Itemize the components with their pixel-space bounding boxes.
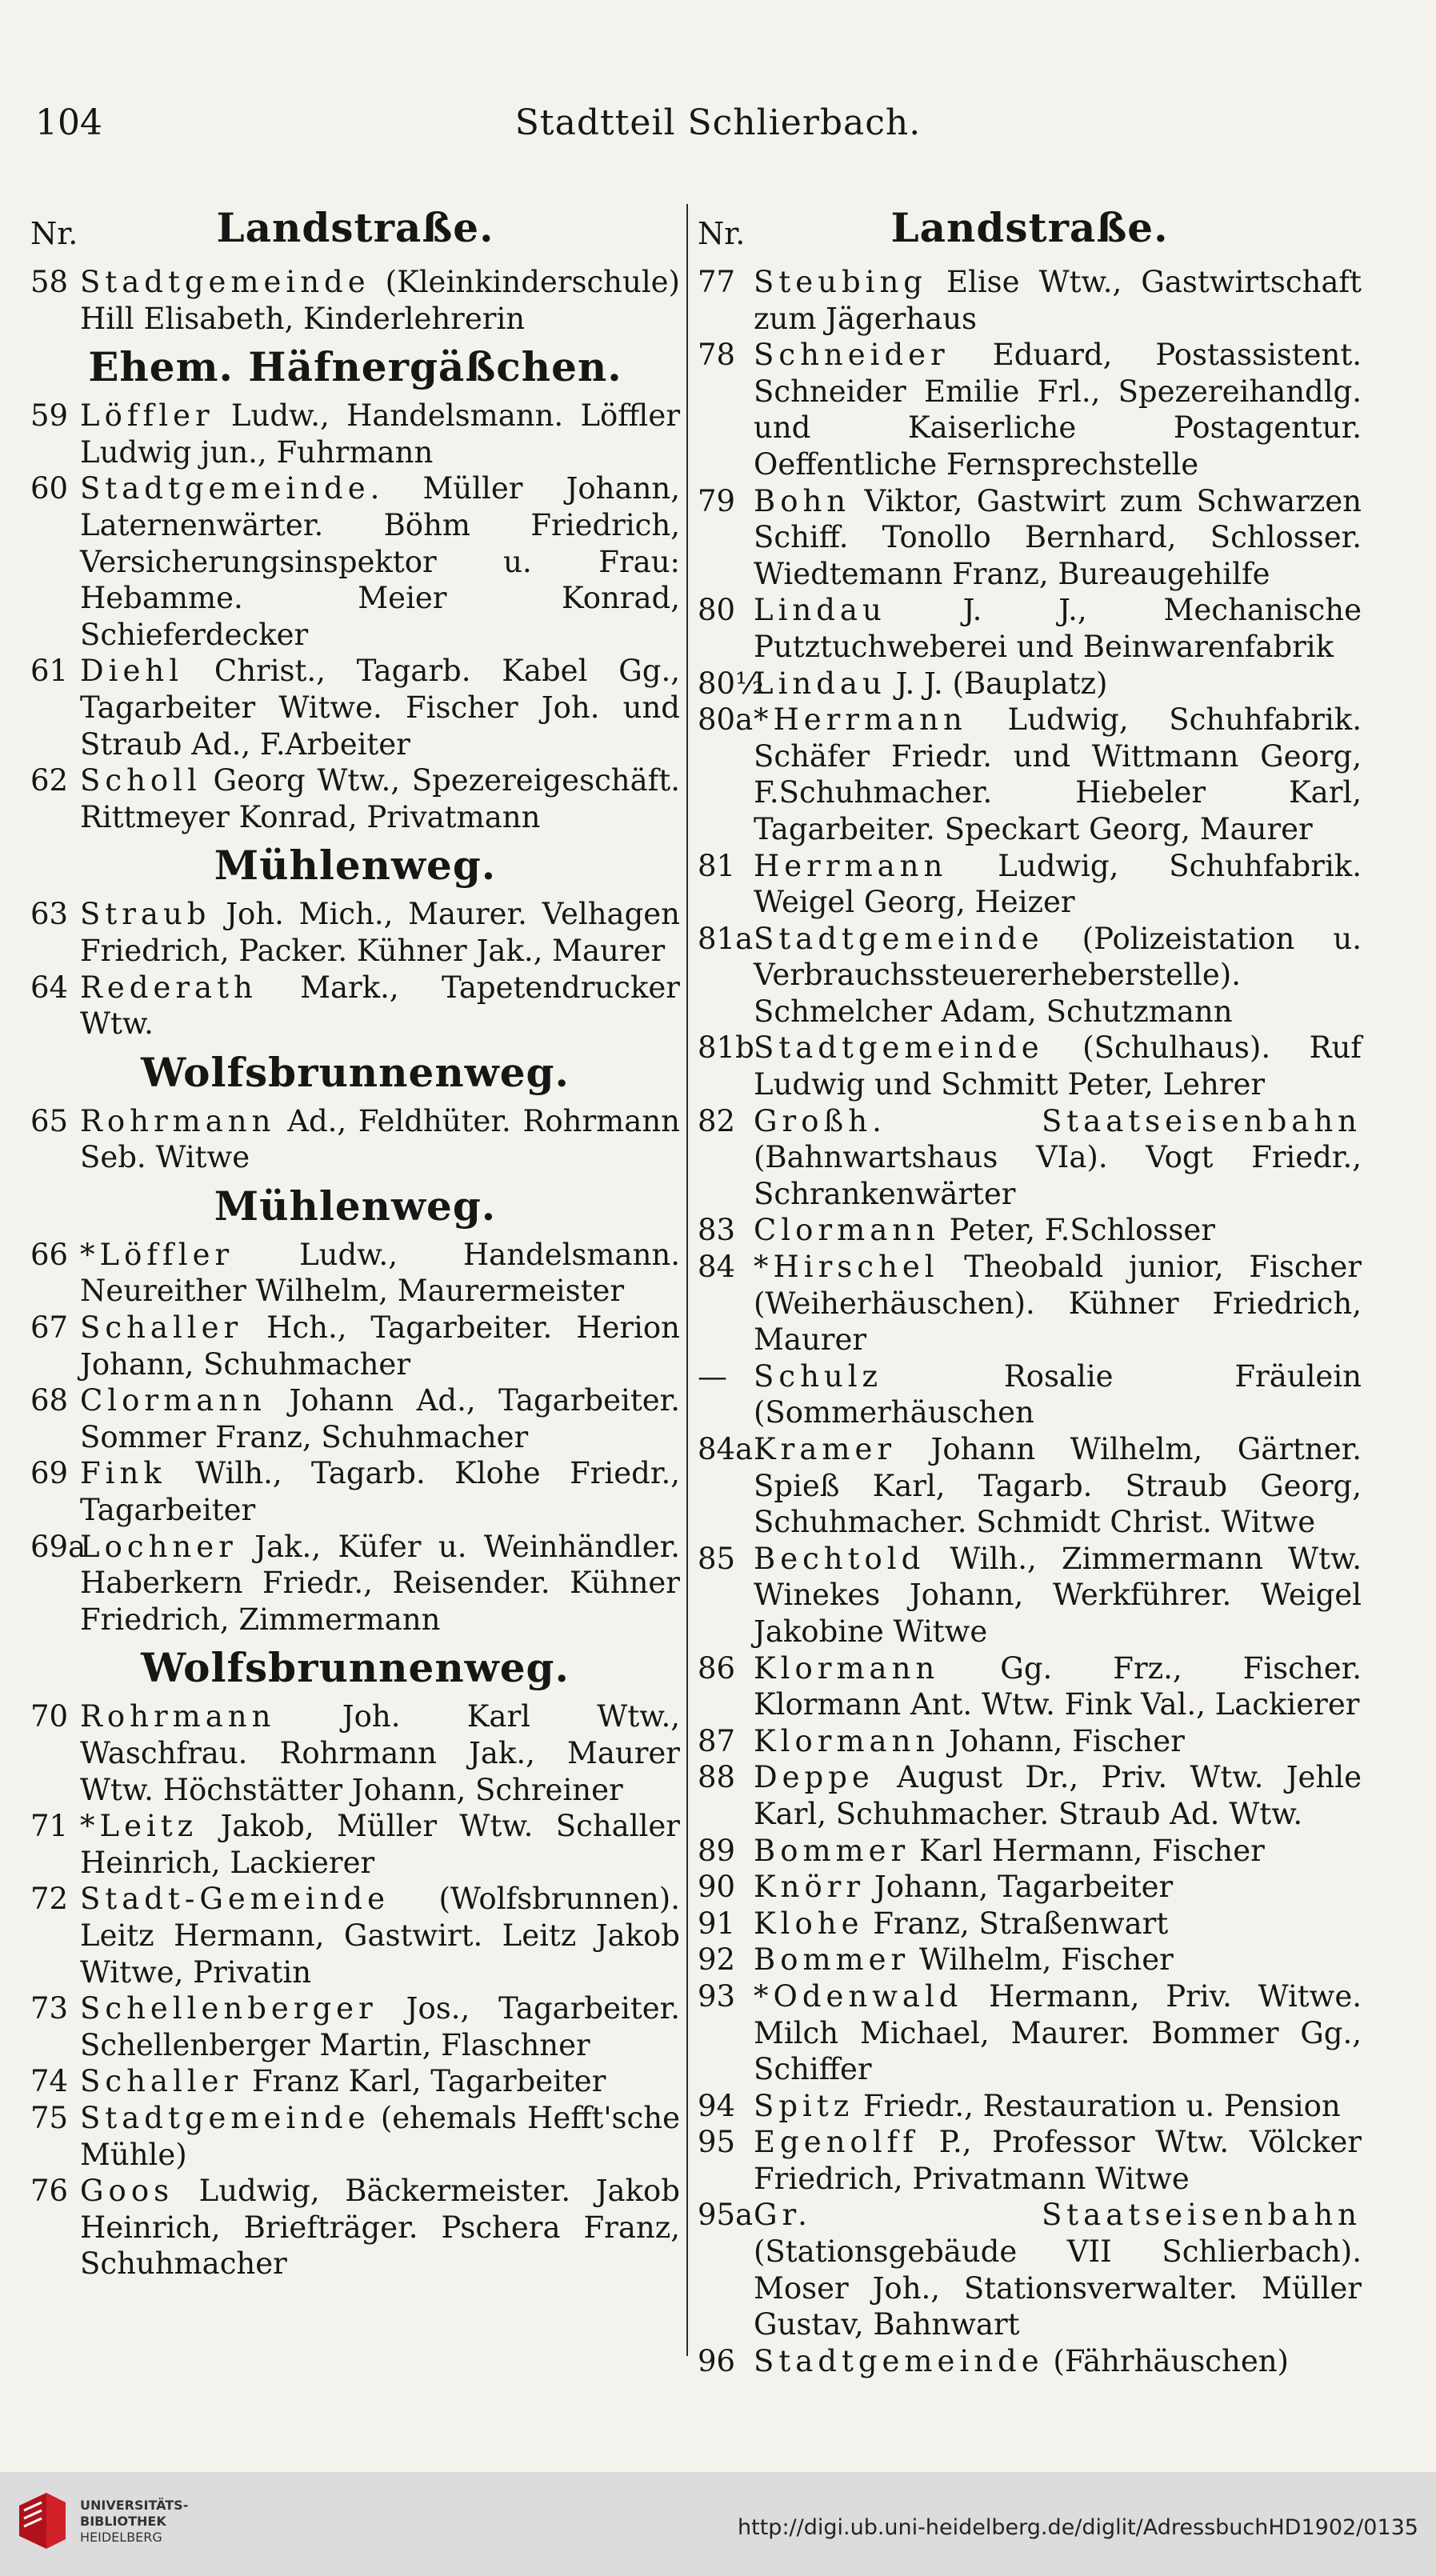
owner-name: Diehl bbox=[80, 654, 184, 689]
house-number: 90 bbox=[698, 1870, 736, 1905]
house-number: 60 bbox=[30, 471, 69, 506]
address-entry bbox=[30, 896, 680, 969]
house-number: 70 bbox=[30, 1699, 69, 1734]
owner-name: Clormann bbox=[80, 1383, 266, 1418]
entry-details: Joh. Karl Wtw., Waschfrau. Rohrmann Jak., Maurer Wtw. Höchstätter Johann, Schreiner bbox=[80, 1699, 680, 1807]
entry-details: August Dr., Priv. Wtw. Jehle Karl, Schuhmacher. Straub Ad. Wtw. bbox=[754, 1760, 1362, 1831]
house-number: 75 bbox=[30, 2100, 69, 2135]
address-entry bbox=[698, 666, 1362, 702]
house-number: 85 bbox=[698, 1541, 736, 1576]
entry-details: (Schulhaus). Ruf Ludwig und Schmitt Peter, Lehrer bbox=[754, 1030, 1362, 1102]
owner-name: Straub bbox=[80, 897, 211, 932]
house-number: 65 bbox=[30, 1103, 69, 1138]
house-number: 95 bbox=[698, 2125, 736, 2160]
owner-name: Bommer bbox=[754, 1833, 910, 1868]
owner-name: Steubing bbox=[754, 265, 927, 299]
house-number: 91 bbox=[698, 1906, 736, 1941]
entry-details: Wilhelm, Fischer bbox=[910, 1942, 1174, 1978]
entry-details: Johann Wilhelm, Gärtner. Spieß Karl, Tagarb. Straub Georg, Schuhmacher. Schmidt Christ. Witwe bbox=[754, 1432, 1362, 1540]
owner-name: Großh. Staatseisenbahn bbox=[754, 1103, 1362, 1138]
entry-details: Elise Wtw., Gastwirtschaft zum Jägerhaus bbox=[754, 265, 1362, 336]
house-number: 83 bbox=[698, 1213, 736, 1248]
entry-details: (Fährhäuschen) bbox=[1043, 2343, 1289, 2378]
address-entry bbox=[698, 848, 1362, 921]
house-number: 81a bbox=[698, 921, 754, 956]
address-entry bbox=[698, 1431, 1362, 1541]
address-entry bbox=[30, 1455, 680, 1528]
entry-details: Joh. Mich., Maurer. Velhagen Friedrich, Packer. Kühner Jak., Maurer bbox=[80, 897, 680, 968]
entry-details: Hermann, Priv. Witwe. Milch Michael, Maurer. Bommer Gg., Schiffer bbox=[754, 1978, 1362, 2087]
address-entry bbox=[698, 921, 1362, 1030]
owner-name: Rohrmann bbox=[80, 1103, 276, 1138]
owner-name: Lochner bbox=[80, 1529, 238, 1564]
owner-name: Löffler bbox=[80, 398, 214, 434]
house-number: 87 bbox=[698, 1723, 736, 1758]
owner-name: Bohn bbox=[754, 483, 851, 518]
house-number: 92 bbox=[698, 1942, 736, 1978]
running-title: Stadtteil Schlierbach. bbox=[514, 102, 922, 143]
address-entry bbox=[30, 398, 680, 470]
address-entry bbox=[30, 1990, 680, 2063]
address-entry bbox=[698, 264, 1362, 337]
house-number: 69a bbox=[30, 1529, 86, 1564]
entry-details: Johann, Fischer bbox=[939, 1723, 1185, 1758]
house-number: 63 bbox=[30, 897, 69, 932]
owner-name: Stadtgemeinde bbox=[80, 2100, 370, 2135]
entry-details: Johann Ad., Tagarbeiter. Sommer Franz, Schuhmacher bbox=[80, 1383, 680, 1454]
address-entry bbox=[30, 762, 680, 835]
entry-details: Franz Karl, Tagarbeiter bbox=[242, 2064, 606, 2099]
entry-details: Johann, Tagarbeiter bbox=[865, 1870, 1174, 1905]
page-number: 104 bbox=[35, 102, 102, 143]
owner-name: Goos bbox=[80, 2174, 174, 2209]
entry-details: Viktor, Gastwirt zum Schwarzen Schiff. Tonollo Bernhard, Schlosser. Wiedtemann Franz, Bureaugehilfe bbox=[754, 483, 1362, 591]
street-heading: Landstraße. bbox=[890, 204, 1169, 251]
entry-details: Ludw., Handelsmann. Löffler Ludwig jun., Fuhrmann bbox=[80, 398, 680, 470]
house-number: 76 bbox=[30, 2174, 69, 2209]
house-number: 58 bbox=[30, 265, 69, 299]
address-entry bbox=[698, 702, 1362, 847]
owner-name: Bommer bbox=[754, 1942, 910, 1978]
address-entry bbox=[30, 1237, 680, 1310]
address-entry bbox=[698, 1103, 1362, 1213]
owner-name: Lindau bbox=[754, 666, 886, 701]
owner-name: Stadt-Gemeinde bbox=[80, 1882, 390, 1917]
house-number: 96 bbox=[698, 2343, 736, 2378]
entry-details: Ludw., Handelsmann. Neureither Wilhelm, Maurermeister bbox=[80, 1237, 680, 1309]
left-column bbox=[30, 192, 680, 2282]
entry-details: Wilh., Tagarb. Klohe Friedr., Tagarbeiter bbox=[80, 1456, 680, 1528]
address-entry bbox=[30, 1529, 680, 1638]
entry-details: P., Professor Wtw. Völcker Friedrich, Privatmann Witwe bbox=[754, 2125, 1362, 2196]
entry-details: (Wolfsbrunnen). Leitz Hermann, Gastwirt. Leitz Jakob Witwe, Privatin bbox=[80, 1882, 680, 1990]
owner-name: *Leitz bbox=[80, 1809, 198, 1844]
house-number: 84a bbox=[698, 1432, 754, 1466]
owner-name: Stadtgemeinde bbox=[754, 1030, 1044, 1066]
entry-details: Jak., Küfer u. Weinhändler. Haberkern Friedr., Reisender. Kühner Friedrich, Zimmermann bbox=[80, 1529, 680, 1637]
entry-details: Christ., Tagarb. Kabel Gg., Tagarbeiter Witwe. Fischer Joh. und Straub Ad., F.Arbeiter bbox=[80, 654, 680, 762]
owner-name: Schulz bbox=[754, 1358, 883, 1394]
address-entry bbox=[30, 470, 680, 653]
owner-name: Egenolff bbox=[754, 2125, 918, 2160]
street-heading: Wolfsbrunnenweg. bbox=[141, 1644, 570, 1692]
owner-name: Schaller bbox=[80, 2064, 243, 2099]
house-number: 84 bbox=[698, 1250, 736, 1285]
address-entry bbox=[698, 1723, 1362, 1760]
owner-name: Kramer bbox=[754, 1432, 897, 1466]
house-number: 62 bbox=[30, 763, 69, 798]
entry-details: (Polizeistation u. Verbrauchssteuererheberstelle). Schmelcher Adam, Schutzmann bbox=[754, 921, 1362, 1029]
house-number: 80 bbox=[698, 593, 736, 628]
entry-details: Georg Wtw., Spezereigeschäft. Rittmeyer Konrad, Privatmann bbox=[80, 763, 680, 834]
address-entry bbox=[698, 2343, 1362, 2380]
address-entry bbox=[698, 2197, 1362, 2342]
house-number: 73 bbox=[30, 1991, 69, 2026]
owner-name: *Löffler bbox=[80, 1237, 234, 1272]
address-entry bbox=[30, 1698, 680, 1808]
owner-name: Lindau bbox=[754, 593, 886, 628]
house-number: 78 bbox=[698, 338, 736, 373]
address-entry bbox=[698, 1833, 1362, 1870]
entry-details: J. J., Mechanische Putztuchweberei und Beinwarenfabrik bbox=[754, 593, 1362, 664]
entry-details: Ludwig, Schuhfabrik. Weigel Georg, Heizer bbox=[754, 848, 1362, 920]
owner-name: Stadtgemeinde bbox=[754, 921, 1044, 956]
entry-details: Ludwig, Bäckermeister. Jakob Heinrich, Briefträger. Pschera Franz, Schuhmacher bbox=[80, 2174, 680, 2282]
address-entry bbox=[698, 2088, 1362, 2125]
address-entry bbox=[698, 592, 1362, 665]
entry-details: Peter, F.Schlosser bbox=[939, 1213, 1215, 1248]
entry-details: Franz, Straßenwart bbox=[863, 1906, 1169, 1941]
house-number: 81b bbox=[698, 1030, 754, 1066]
entry-details: Eduard, Postassistent. Schneider Emilie Frl., Spezereihandlg. und Kaiserliche Postagentur. Oeffentliche Fernsprechstelle bbox=[754, 338, 1362, 482]
owner-name: Herrmann bbox=[754, 848, 948, 883]
owner-name: *Hirschel bbox=[754, 1250, 939, 1285]
owner-name: Gr. Staatseisenbahn bbox=[754, 2198, 1362, 2233]
owner-name: Klormann bbox=[754, 1723, 940, 1758]
house-number: 77 bbox=[698, 265, 736, 299]
address-entry bbox=[30, 2173, 680, 2282]
house-number: 94 bbox=[698, 2088, 736, 2123]
address-entry bbox=[698, 1906, 1362, 1942]
house-number: 93 bbox=[698, 1978, 736, 2014]
address-entry bbox=[30, 1382, 680, 1455]
footer-bar bbox=[0, 2472, 1436, 2576]
entry-details: . Müller Johann, Laternenwärter. Böhm Friedrich, Versicherungsinspektor u. Frau: Hebamme. Meier Konrad, Schieferdecker bbox=[80, 471, 680, 652]
address-entry bbox=[698, 1212, 1362, 1249]
entry-details: (Kleinkinderschule) Hill Elisabeth, Kinderlehrerin bbox=[80, 265, 680, 336]
entry-details: J. J. (Bauplatz) bbox=[886, 666, 1108, 701]
address-entry bbox=[698, 2124, 1362, 2197]
address-entry bbox=[698, 1249, 1362, 1358]
house-number: 71 bbox=[30, 1809, 69, 1844]
address-entry bbox=[698, 1030, 1362, 1102]
address-entry bbox=[30, 970, 680, 1042]
entry-details: Jos., Tagarbeiter. Schellenberger Martin, Flaschner bbox=[80, 1991, 680, 2062]
address-entry bbox=[698, 1650, 1362, 1723]
owner-name: Stadtgemeinde bbox=[754, 2343, 1044, 2378]
owner-name: *Herrmann bbox=[754, 702, 967, 738]
right-column bbox=[698, 192, 1362, 2379]
column-divider bbox=[686, 204, 688, 2356]
house-number: 88 bbox=[698, 1760, 736, 1795]
owner-name: Klohe bbox=[754, 1906, 864, 1941]
owner-name: Bechtold bbox=[754, 1541, 926, 1576]
address-entry bbox=[698, 1358, 1362, 1431]
address-entry bbox=[30, 1103, 680, 1176]
house-number: 86 bbox=[698, 1650, 736, 1686]
owner-name: Schaller bbox=[80, 1310, 243, 1346]
house-number: 68 bbox=[30, 1383, 69, 1418]
address-entry bbox=[698, 1869, 1362, 1906]
library-logo-text: UNIVERSITÄTS- BIBLIOTHEK HEIDELBERG bbox=[80, 2498, 189, 2545]
owner-name: *Odenwald bbox=[754, 1978, 963, 2014]
address-entry bbox=[30, 1881, 680, 1990]
house-number: 82 bbox=[698, 1103, 736, 1138]
house-number: 79 bbox=[698, 483, 736, 518]
street-heading: Mühlenweg. bbox=[214, 1182, 497, 1230]
street-heading: Wolfsbrunnenweg. bbox=[141, 1048, 570, 1096]
owner-name: Stadtgemeinde bbox=[80, 471, 370, 506]
house-number: 80½ bbox=[698, 666, 764, 701]
address-entry bbox=[30, 264, 680, 337]
owner-name: Schneider bbox=[754, 338, 950, 373]
house-number: — bbox=[698, 1358, 727, 1394]
address-entry bbox=[30, 1310, 680, 1382]
entry-details: Rosalie Fräulein (Sommerhäuschen bbox=[754, 1358, 1362, 1430]
house-number: 81 bbox=[698, 848, 736, 883]
owner-name: Schellenberger bbox=[80, 1991, 378, 2026]
house-number: 95a bbox=[698, 2198, 754, 2233]
owner-name: Clormann bbox=[754, 1213, 940, 1248]
owner-name: Spitz bbox=[754, 2088, 854, 2123]
nr-column-label: Nr. bbox=[698, 216, 746, 251]
address-entry bbox=[698, 483, 1362, 593]
page-header bbox=[0, 102, 1436, 158]
entry-details: Hch., Tagarbeiter. Herion Johann, Schuhmacher bbox=[80, 1310, 680, 1382]
entry-details: Mark., Tapetendrucker Wtw. bbox=[80, 970, 680, 1042]
address-entry bbox=[30, 2100, 680, 2173]
address-entry bbox=[30, 1808, 680, 1881]
house-number: 66 bbox=[30, 1237, 69, 1272]
address-entry bbox=[698, 1541, 1362, 1650]
entry-details: Karl Hermann, Fischer bbox=[910, 1833, 1265, 1868]
street-heading: Mühlenweg. bbox=[214, 842, 497, 890]
house-number: 69 bbox=[30, 1456, 69, 1491]
owner-name: Scholl bbox=[80, 763, 202, 798]
source-url-link[interactable]: http://digi.ub.uni-heidelberg.de/diglit/AdressbuchHD1902/0135 bbox=[738, 2515, 1418, 2540]
address-entry bbox=[30, 653, 680, 762]
address-entry bbox=[30, 2063, 680, 2100]
university-seal-icon bbox=[14, 2490, 70, 2554]
entry-details: Wilh., Zimmermann Wtw. Winekes Johann, Werkführer. Weigel Jakobine Witwe bbox=[754, 1541, 1362, 1649]
entry-details: Jakob, Müller Wtw. Schaller Heinrich, Lackierer bbox=[80, 1809, 680, 1880]
owner-name: Deppe bbox=[754, 1760, 874, 1795]
house-number: 89 bbox=[698, 1833, 736, 1868]
house-number: 67 bbox=[30, 1310, 69, 1346]
owner-name: Rohrmann bbox=[80, 1699, 276, 1734]
house-number: 64 bbox=[30, 970, 69, 1005]
house-number: 72 bbox=[30, 1882, 69, 1917]
house-number: 59 bbox=[30, 398, 69, 434]
house-number: 74 bbox=[30, 2064, 69, 2099]
owner-name: Klormann bbox=[754, 1650, 940, 1686]
owner-name: Fink bbox=[80, 1456, 166, 1491]
street-heading: Ehem. Häfnergäßchen. bbox=[88, 343, 622, 391]
entry-details: Ad., Feldhüter. Rohrmann Seb. Witwe bbox=[80, 1103, 680, 1175]
entry-details: (ehemals Hefft'sche Mühle) bbox=[80, 2100, 680, 2172]
owner-name: Stadtgemeinde bbox=[80, 265, 370, 299]
house-number: 61 bbox=[30, 654, 69, 689]
entry-details: Theobald junior, Fischer (Weiherhäuschen). Kühner Friedrich, Maurer bbox=[754, 1250, 1362, 1358]
address-entry bbox=[698, 337, 1362, 482]
address-entry bbox=[698, 1942, 1362, 1978]
entry-details: (Stationsgebäude VII Schlierbach). Moser Joh., Stationsverwalter. Müller Gustav, Bahnwart bbox=[754, 2234, 1362, 2342]
entry-details: (Bahnwartshaus VIa). Vogt Friedr., Schrankenwärter bbox=[754, 1140, 1362, 1211]
entry-details: Gg. Frz., Fischer. Klormann Ant. Wtw. Fink Val., Lackierer bbox=[754, 1650, 1362, 1722]
address-entry bbox=[698, 1759, 1362, 1832]
nr-column-label: Nr. bbox=[30, 216, 78, 251]
address-entry bbox=[698, 1978, 1362, 2088]
entry-details: Friedr., Restauration u. Pension bbox=[854, 2088, 1341, 2123]
owner-name: Rederath bbox=[80, 970, 258, 1005]
house-number: 80a bbox=[698, 702, 754, 738]
street-heading: Landstraße. bbox=[216, 204, 494, 251]
entry-details: Ludwig, Schuhfabrik. Schäfer Friedr. und Wittmann Georg, F.Schuhmacher. Hiebeler Karl, Tagarbeiter. Speckart Georg, Maurer bbox=[754, 702, 1362, 846]
owner-name: Knörr bbox=[754, 1870, 866, 1905]
